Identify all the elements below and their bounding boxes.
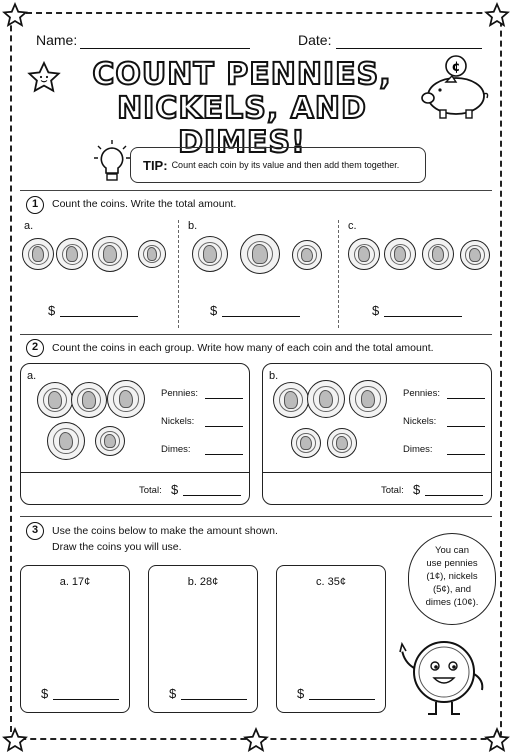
piggy-bank-icon (418, 52, 490, 122)
divider (20, 516, 492, 517)
penny-coin (384, 238, 416, 270)
group-b-total-field[interactable] (425, 495, 483, 496)
penny-coin (348, 238, 380, 270)
group-a-letter: a. (27, 370, 37, 382)
star-icon (2, 727, 28, 753)
date-field[interactable] (336, 48, 482, 49)
answer-1b-field[interactable] (222, 316, 300, 317)
total-divider (263, 472, 491, 473)
piggy-coin-symbol: ¢ (451, 60, 461, 75)
nickels-label: Nickels: (161, 416, 195, 427)
group-b-box (262, 363, 492, 505)
pennies-count-field[interactable] (205, 398, 243, 399)
draw-box-c[interactable] (276, 565, 386, 713)
draw-box-a-total-field[interactable] (53, 699, 119, 700)
star-icon (484, 2, 510, 28)
draw-box-c-total-field[interactable] (309, 699, 375, 700)
answer-dollar-sign: $ (297, 686, 305, 701)
answer-dollar-sign: $ (169, 686, 177, 701)
coin-mascot-icon (392, 624, 492, 724)
dime-coin (138, 240, 166, 268)
nickel-coin (71, 382, 107, 418)
pennies-count-field[interactable] (447, 398, 485, 399)
section-1-number: 1 (26, 196, 44, 214)
name-field[interactable] (80, 48, 250, 49)
nickels-label: Nickels: (403, 416, 437, 427)
nickel-coin (192, 236, 228, 272)
dime-coin (292, 240, 322, 270)
dimes-count-field[interactable] (447, 454, 485, 455)
nickels-count-field[interactable] (205, 426, 243, 427)
dime-coin (460, 240, 490, 270)
tip-label: TIP: (143, 157, 168, 173)
smiling-star-icon (26, 60, 62, 96)
answer-1a-field[interactable] (60, 316, 138, 317)
group-a-total-field[interactable] (183, 495, 241, 496)
pennies-label: Pennies: (161, 388, 198, 399)
answer-dollar-sign: $ (413, 482, 421, 497)
name-date-row (36, 32, 482, 52)
answer-dollar-sign: $ (41, 686, 49, 701)
answer-dollar-sign: $ (210, 303, 218, 318)
nickels-count-field[interactable] (447, 426, 485, 427)
draw-box-c-label: c. 35¢ (316, 576, 346, 588)
name-label: Name: (36, 32, 78, 48)
penny-coin (56, 238, 88, 270)
answer-1c-field[interactable] (384, 316, 462, 317)
hint-speech-bubble (408, 533, 496, 625)
answer-dollar-sign: $ (48, 303, 56, 318)
dime-coin (291, 428, 321, 458)
quarter-size-nickel-coin (240, 234, 280, 274)
column-divider (178, 220, 179, 328)
tip-box (130, 147, 426, 183)
dime-coin (327, 428, 357, 458)
title-line-2: NICKELS, AND DIMES! (117, 91, 367, 160)
part-1c-letter: c. (348, 220, 357, 232)
nickel-coin (273, 382, 309, 418)
draw-box-a-label: a. 17¢ (59, 576, 91, 588)
star-icon (484, 727, 510, 753)
hint-line: (1¢), nickels (426, 571, 478, 582)
total-divider (21, 472, 249, 473)
nickel-coin (349, 380, 387, 418)
star-icon (2, 2, 28, 28)
draw-box-b[interactable] (148, 565, 258, 713)
date-label: Date: (298, 32, 332, 48)
column-divider (338, 220, 339, 328)
draw-box-b-label: b. 28¢ (187, 576, 219, 588)
group-a-box (20, 363, 250, 505)
pennies-label: Pennies: (403, 388, 440, 399)
hint-line: dimes (10¢). (425, 597, 479, 608)
draw-box-a[interactable] (20, 565, 130, 713)
penny-coin (22, 238, 54, 270)
nickel-coin (47, 422, 85, 460)
penny-coin (422, 238, 454, 270)
hint-line: You can (435, 545, 469, 556)
answer-dollar-sign: $ (171, 482, 179, 497)
divider (20, 334, 492, 335)
group-b-letter: b. (269, 370, 279, 382)
section-3-instruction-line-1: Use the coins below to make the amount shown. (52, 525, 278, 537)
hint-line: (5¢), and (432, 584, 472, 595)
draw-box-b-total-field[interactable] (181, 699, 247, 700)
nickel-coin (37, 382, 73, 418)
divider (20, 190, 492, 191)
dime-coin (95, 426, 125, 456)
section-1-instruction: Count the coins. Write the total amount. (52, 198, 237, 210)
dimes-count-field[interactable] (205, 454, 243, 455)
dimes-label: Dimes: (403, 444, 433, 455)
total-label: Total: (139, 485, 162, 496)
dimes-label: Dimes: (161, 444, 191, 455)
part-1b-letter: b. (188, 220, 198, 232)
star-icon (243, 727, 269, 753)
part-1a-letter: a. (24, 220, 34, 232)
section-2-number: 2 (26, 339, 44, 357)
lightbulb-icon (92, 138, 132, 186)
section-2-instruction: Count the coins in each group. Write how many of each coin and the total amount. (52, 342, 434, 354)
hint-line: use pennies (426, 558, 478, 569)
section-3-instruction-line-2: Draw the coins you will use. (52, 541, 182, 553)
total-label: Total: (381, 485, 404, 496)
tip-text: Count each coin by its value and then add them together. (171, 160, 400, 170)
nickel-coin (92, 236, 128, 272)
nickel-coin (307, 380, 345, 418)
title-line-1: COUNT PENNIES, (92, 57, 392, 92)
answer-dollar-sign: $ (372, 303, 380, 318)
nickel-coin (107, 380, 145, 418)
section-3-number: 3 (26, 522, 44, 540)
